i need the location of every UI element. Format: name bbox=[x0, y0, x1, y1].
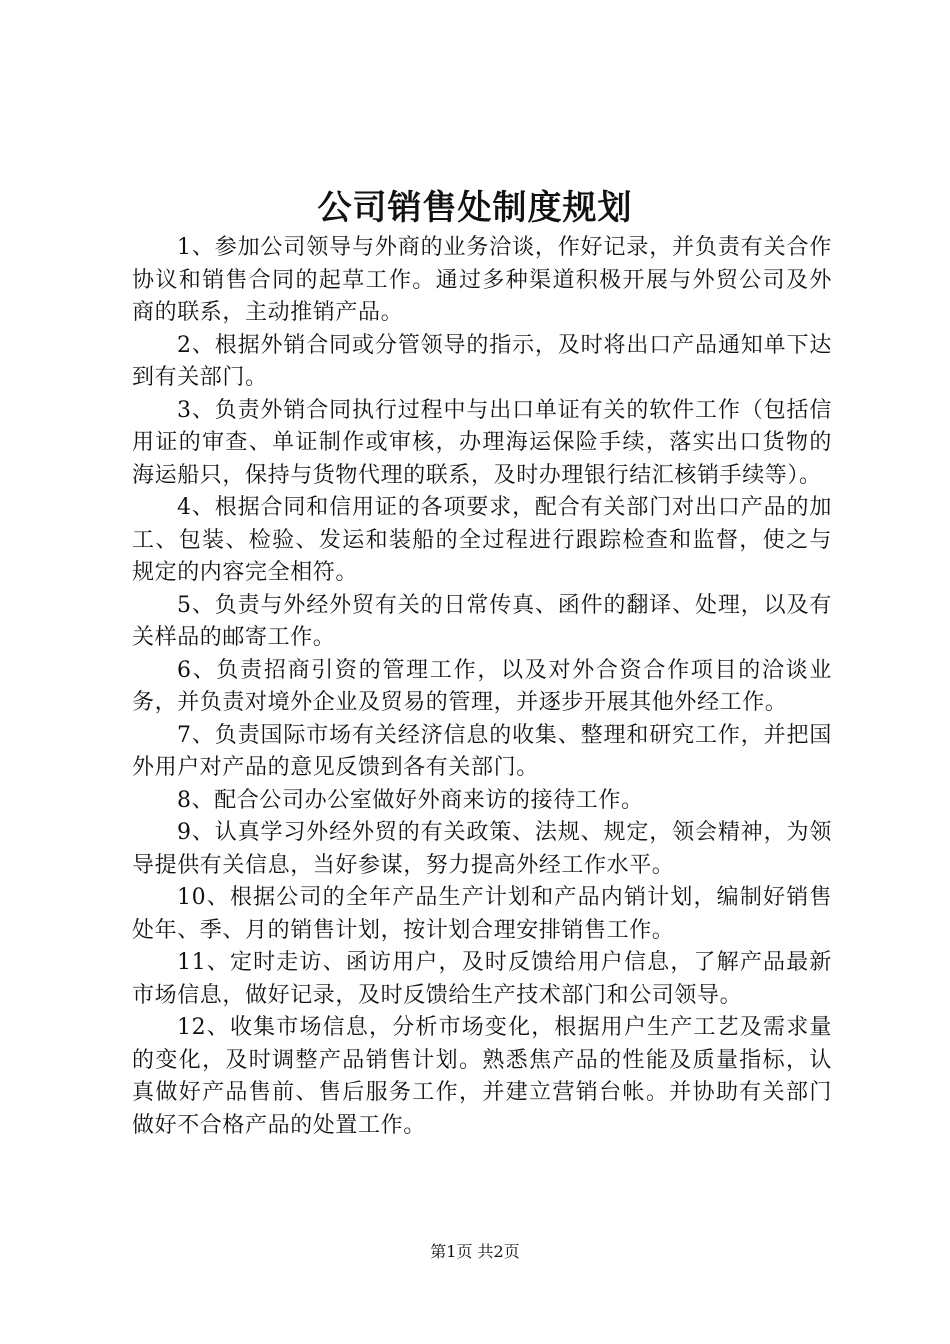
paragraph-6: 6、负责招商引资的管理工作，以及对外合资合作项目的洽谈业务，并负责对境外企业及贸易的管理，并逐步开展其他外经工作。 bbox=[132, 657, 832, 715]
page-total: 共2页 bbox=[477, 1242, 520, 1261]
document-body bbox=[132, 232, 832, 1142]
paragraph-10: 10、根据公司的全年产品生产计划和产品内销计划，编制好销售处年、季、月的销售计划，按计划合理安排销售工作。 bbox=[132, 885, 832, 943]
paragraph-4: 4、根据合同和信用证的各项要求，配合有关部门对出口产品的加工、包装、检验、发运和装船的全过程进行跟踪检查和监督，使之与规定的内容完全相符。 bbox=[132, 495, 832, 585]
paragraph-5: 5、负责与外经外贸有关的日常传真、函件的翻译、处理，以及有关样品的邮寄工作。 bbox=[132, 592, 832, 650]
paragraph-7: 7、负责国际市场有关经济信息的收集、整理和研究工作，并把国外用户对产品的意见反馈到各有关部门。 bbox=[132, 722, 832, 780]
paragraph-11: 11、定时走访、函访用户，及时反馈给用户信息，了解产品最新市场信息，做好记录，及时反馈给生产技术部门和公司领导。 bbox=[132, 950, 832, 1008]
page-footer bbox=[0, 1240, 950, 1264]
paragraph-8: 8、配合公司办公室做好外商来访的接待工作。 bbox=[177, 787, 644, 813]
paragraph-3: 3、负责外销合同执行过程中与出口单证有关的软件工作（包括信用证的审查、单证制作或审核，办理海运保险手续，落实出口货物的海运船只，保持与货物代理的联系，及时办理银行结汇核销手续等）。 bbox=[132, 397, 832, 488]
paragraph-9: 9、认真学习外经外贸的有关政策、法规、规定，领会精神，为领导提供有关信息，当好参谋，努力提高外经工作水平。 bbox=[132, 820, 832, 878]
document-title: 公司销售处制度规划 bbox=[317, 188, 633, 228]
paragraph-2: 2、根据外销合同或分管领导的指示，及时将出口产品通知单下达到有关部门。 bbox=[132, 332, 832, 390]
paragraph-1: 1、参加公司领导与外商的业务洽谈，作好记录，并负责有关合作协议和销售合同的起草工作。通过多种渠道积极开展与外贸公司及外商的联系，主动推销产品。 bbox=[132, 235, 832, 325]
page-number: 第1页 bbox=[430, 1242, 473, 1261]
paragraph-12: 12、收集市场信息，分析市场变化，根据用户生产工艺及需求量的变化，及时调整产品销售计划。熟悉焦产品的性能及质量指标，认真做好产品售前、售后服务工作，并建立营销台帐。并协助有关部门做好不合格产品的处置工作。 bbox=[132, 1015, 832, 1138]
